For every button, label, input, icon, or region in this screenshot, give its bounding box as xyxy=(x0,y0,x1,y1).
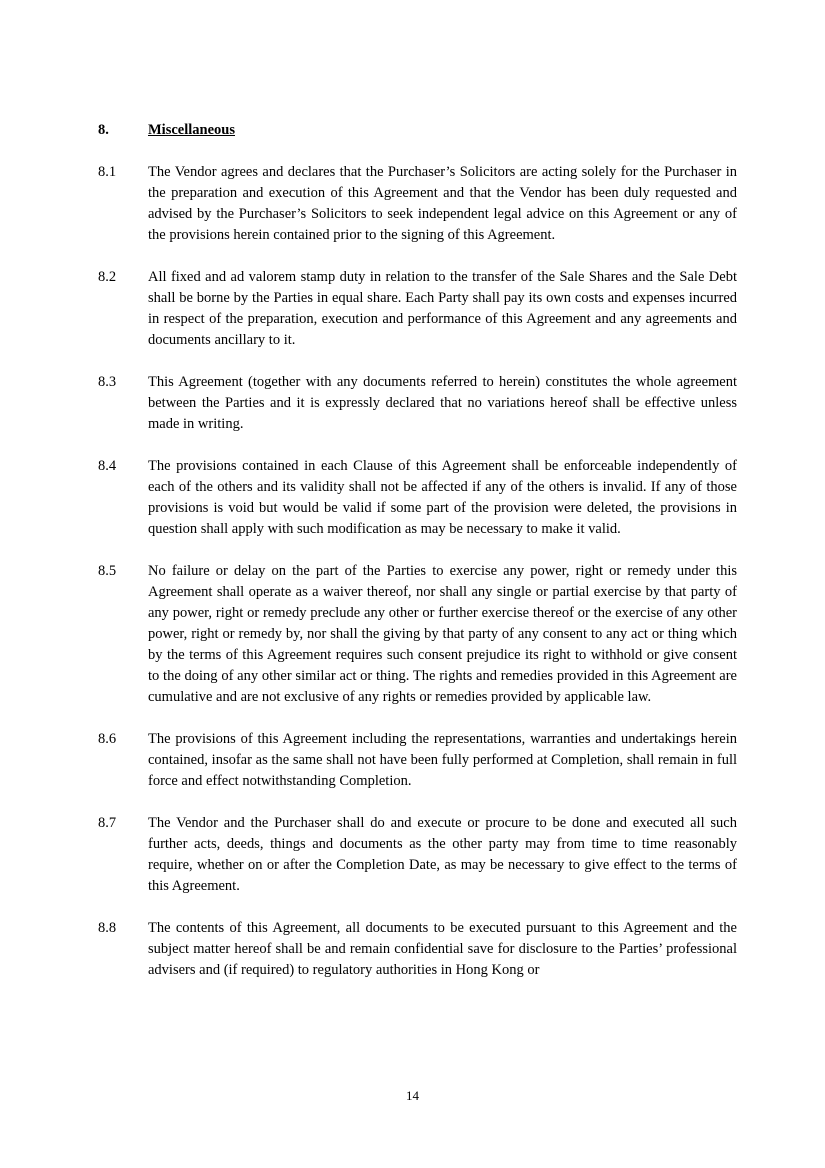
clause-number: 8.6 xyxy=(98,731,117,747)
clause-text: The Vendor and the Purchaser shall do and execute or procure to be done and executed all such further acts, deeds, things and documents as the other party may from time to time reasonably require, whether on or after the Completion Date, as may be necessary to give effect to the terms of this Agreement. xyxy=(148,815,737,894)
clause-text: The Vendor agrees and declares that the Purchaser’s Solicitors are acting solely for the Purchaser in the preparation and execution of this Agreement and that the Vendor has been duly requested and advised by the Purchaser’s Solicitors to seek independent legal advice on this Agreement or any of the provisions herein contained prior to the signing of this Agreement. xyxy=(148,164,737,243)
section-heading xyxy=(98,120,737,141)
clause-text: All fixed and ad valorem stamp duty in relation to the transfer of the Sale Shares and the Sale Debt shall be borne by the Parties in equal share. Each Party shall pay its own costs and expenses incurred in respect of the preparation, execution and performance of this Agreement and any agreements and documents ancillary to it. xyxy=(148,269,737,348)
clause-8-1 xyxy=(98,162,737,246)
clause-number: 8.2 xyxy=(98,269,117,285)
clause-8-4 xyxy=(98,456,737,540)
clause-text: No failure or delay on the part of the Parties to exercise any power, right or remedy under this Agreement shall operate as a waiver thereof, nor shall any single or partial exercise by that party of any power, right or remedy preclude any other or further exercise thereof or the exercise of any other power, right or remedy by, nor shall the giving by that party of any consent to any act or thing which by the terms of this Agreement requires such consent prejudice its right to withhold or give consent to the doing of any other similar act or thing. The rights and remedies provided in this Agreement are cumulative and are not exclusive of any rights or remedies provided by applicable law. xyxy=(148,563,737,705)
clause-8-5 xyxy=(98,561,737,708)
clause-number: 8.8 xyxy=(98,920,117,936)
clause-8-2 xyxy=(98,267,737,351)
page-content xyxy=(98,120,737,1002)
section-number: 8. xyxy=(98,122,109,138)
clause-text: This Agreement (together with any documents referred to herein) constitutes the whole agreement between the Parties and it is expressly declared that no variations hereof shall be effective unless made in writing. xyxy=(148,374,737,432)
section-title: Miscellaneous xyxy=(148,122,235,138)
clause-number: 8.5 xyxy=(98,563,117,579)
clause-8-3 xyxy=(98,372,737,435)
clause-8-7 xyxy=(98,813,737,897)
clause-text: The provisions of this Agreement including the representations, warranties and undertakings herein contained, insofar as the same shall not have been fully performed at Completion, shall remain in full force and effect notwithstanding Completion. xyxy=(148,731,737,789)
clause-8-6 xyxy=(98,729,737,792)
clause-number: 8.7 xyxy=(98,815,117,831)
clause-text: The contents of this Agreement, all documents to be executed pursuant to this Agreement and the subject matter hereof shall be and remain confidential save for disclosure to the Parties’ professional advisers and (if required) to regulatory authorities in Hong Kong or xyxy=(148,920,737,978)
clause-number: 8.4 xyxy=(98,458,117,474)
clause-number: 8.1 xyxy=(98,164,117,180)
page-number-footer: 14 xyxy=(406,1088,419,1103)
clause-number: 8.3 xyxy=(98,374,117,390)
clause-8-8 xyxy=(98,918,737,981)
clause-text: The provisions contained in each Clause of this Agreement shall be enforceable independently of each of the others and its validity shall not be affected if any of the others is invalid. If any of those provisions is void but would be valid if some part of the provision were deleted, the provisions in question shall apply with such modification as may be necessary to make it valid. xyxy=(148,458,737,537)
